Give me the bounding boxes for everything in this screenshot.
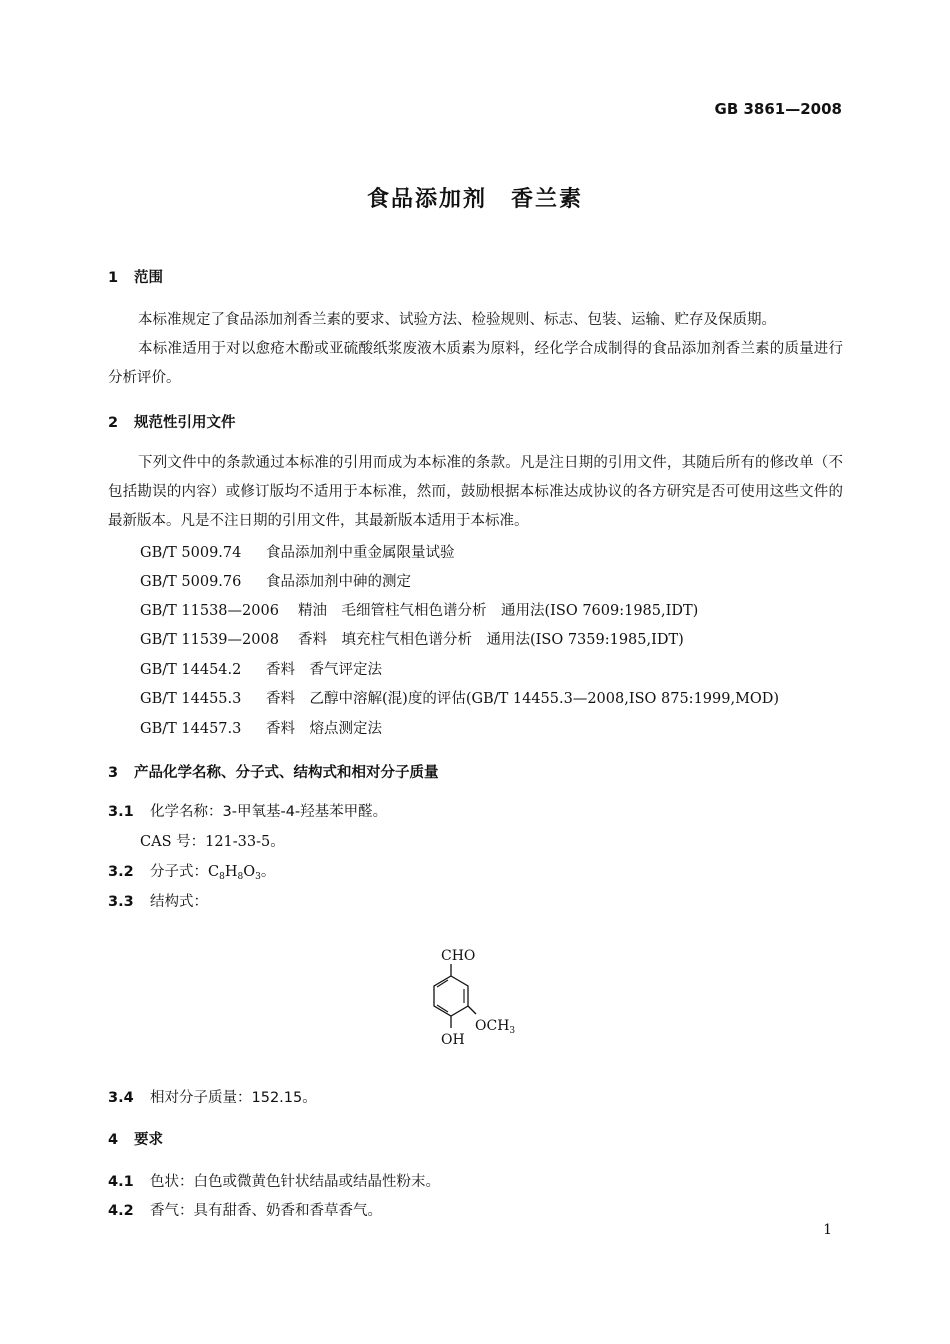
reference-code: GB/T 14454.2 (140, 662, 242, 678)
paragraph: 下列文件中的条款通过本标准的引用而成为本标准的条款。凡是注日期的引用文件，其随后所有的修改单（不包括勘误的内容）或修订版均不适用于本标准，然而，鼓励根据本标准达成协议的各方研究是否可使用这些文件的最新版本。凡是不注日期的引用文件，其最新版本适用于本标准。 (108, 455, 843, 529)
section-number: 4 (108, 1132, 119, 1148)
reference-title: 食品添加剂中砷的测定 (266, 574, 411, 590)
subsection-3-2 (108, 860, 275, 882)
reference-item (140, 687, 779, 708)
subsection-number: 3.1 (108, 804, 134, 820)
reference-item (140, 570, 411, 591)
paragraph: 本标准规定了食品添加剂香兰素的要求、试验方法、检验规则、标志、包装、运输、贮存及保质期。 (138, 312, 776, 328)
subsection-4-2 (108, 1199, 382, 1220)
bond-line (468, 1006, 476, 1014)
vanillin-structure-diagram (420, 940, 540, 1055)
requirement-text: 色状：白色或微黄色针状结晶或结晶性粉末。 (150, 1174, 440, 1190)
reference-code: GB/T 11539—2008 (140, 632, 279, 648)
section-title: 产品化学名称、分子式、结构式和相对分子质量 (134, 765, 439, 781)
page-title: 食品添加剂 香兰素 (366, 187, 583, 212)
reference-code: GB/T 5009.76 (140, 574, 242, 590)
section-number: 1 (108, 270, 119, 286)
paragraph: 本标准适用于对以愈疮木酚或亚硫酸纸浆废液木质素为原料，经化学合成制得的食品添加剂香兰素的质量进行分析评价。 (108, 341, 843, 386)
reference-item (140, 541, 455, 562)
section-title: 规范性引用文件 (134, 415, 236, 431)
reference-item (140, 717, 382, 738)
subsection-3-4 (108, 1086, 317, 1107)
subsection-3-1 (108, 800, 387, 821)
subsection-number: 3.2 (108, 864, 134, 880)
reference-title: 精油 毛细管柱气相色谱分析 通用法(ISO 7609:1985,IDT) (298, 603, 699, 619)
reference-code: GB/T 14457.3 (140, 721, 242, 737)
cas-number: CAS 号：121-33-5。 (140, 834, 285, 850)
standard-number: GB 3861—2008 (714, 100, 842, 118)
cho-group-label: CHO (441, 948, 476, 964)
chemical-name: 化学名称：3-甲氧基-4-羟基苯甲醛。 (150, 804, 388, 820)
section-2-heading (108, 411, 236, 432)
molecular-formula: $C_8H_8O_3$。 (208, 864, 276, 882)
reference-item (140, 658, 382, 679)
reference-title: 香料 香气评定法 (266, 662, 382, 678)
reference-item (140, 628, 684, 649)
formula-label: 分子式： (150, 864, 208, 880)
page-number: 1 (823, 1222, 832, 1238)
molecular-mass: 相对分子质量：152.15。 (150, 1090, 317, 1106)
reference-title: 食品添加剂中重金属限量试验 (266, 545, 455, 561)
section-number: 2 (108, 415, 119, 431)
reference-title: 香料 乙醇中溶解(混)度的评估(GB/T 14455.3—2008,ISO 875:1999,MOD) (266, 691, 780, 707)
subsection-3-3 (108, 890, 208, 911)
section-1-body (108, 306, 843, 393)
reference-title: 香料 填充柱气相色谱分析 通用法(ISO 7359:1985,IDT) (298, 632, 684, 648)
reference-title: 香料 熔点测定法 (266, 721, 382, 737)
section-4-heading (108, 1128, 163, 1149)
benzene-ring (434, 976, 468, 1016)
subsection-number: 3.4 (108, 1090, 134, 1106)
section-title: 要求 (134, 1132, 163, 1148)
subsection-number: 3.3 (108, 894, 134, 910)
section-3-heading (108, 761, 439, 782)
subsection-number: 4.2 (108, 1203, 134, 1219)
oh-group-label: OH (441, 1032, 465, 1048)
reference-code: GB/T 5009.74 (140, 545, 242, 561)
subsection-4-1 (108, 1170, 440, 1191)
requirement-text: 香气：具有甜香、奶香和香草香气。 (150, 1203, 382, 1219)
section-2-body (108, 449, 843, 536)
subsection-number: 4.1 (108, 1174, 134, 1190)
reference-code: GB/T 14455.3 (140, 691, 242, 707)
section-number: 3 (108, 765, 119, 781)
structure-label: 结构式： (150, 894, 208, 910)
och3-group-label: $OCH_3$ (475, 1018, 516, 1036)
reference-item (140, 599, 698, 620)
section-1-heading (108, 266, 163, 287)
reference-code: GB/T 11538—2006 (140, 603, 279, 619)
section-title: 范围 (134, 270, 163, 286)
